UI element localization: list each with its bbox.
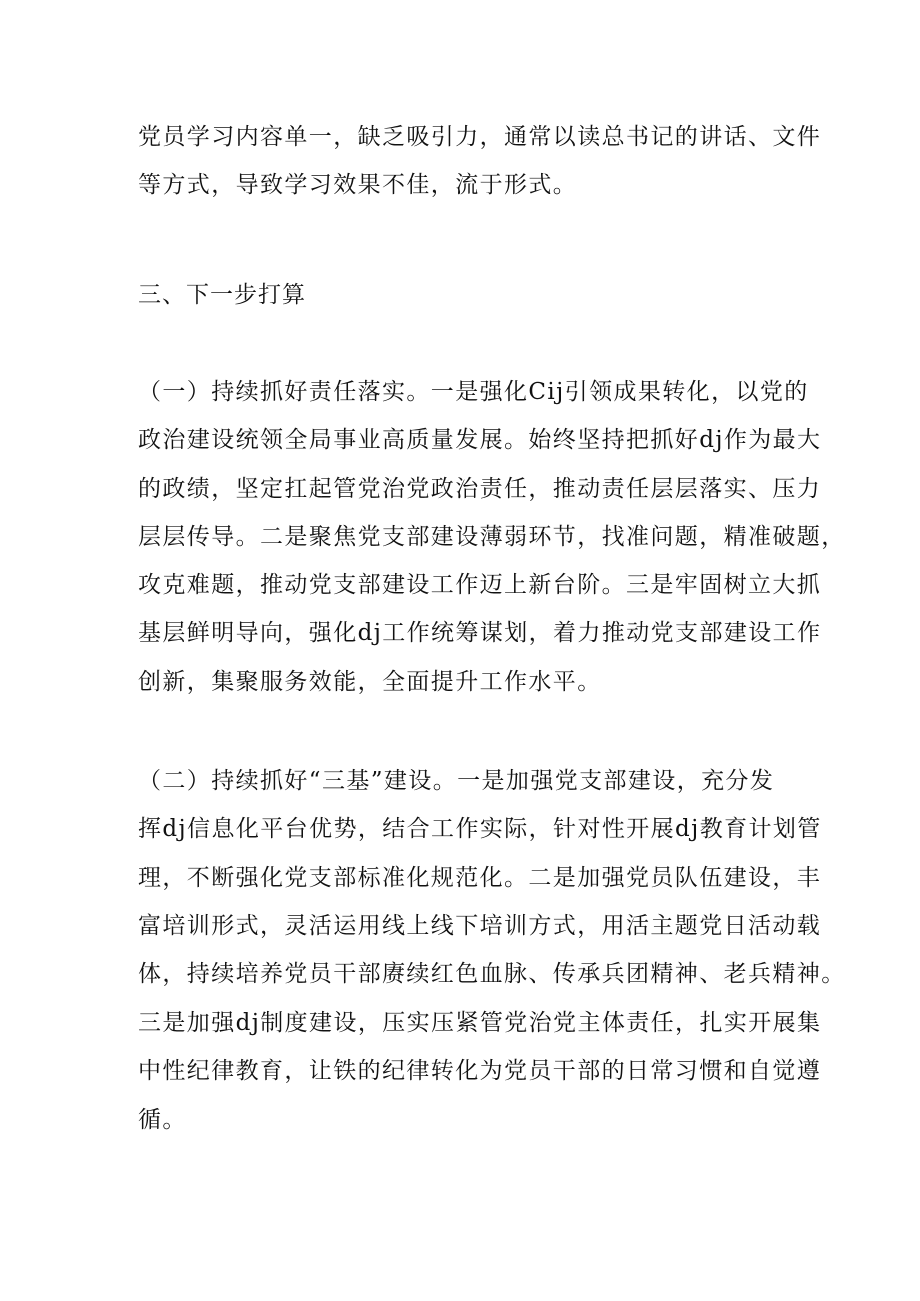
paragraph-line: 三是加强dj制度建设，压实压紧管党治党主体责任，扎实开展集 [138, 1010, 822, 1036]
paragraph-line: 富培训形式，灵活运用线上线下培训方式，用活主题党日活动载 [138, 913, 822, 939]
paragraph-line: 循。 [138, 1107, 187, 1133]
paragraph-line: 中性纪律教育，让铁的纪律转化为党员干部的日常习惯和自觉遵 [138, 1058, 822, 1084]
paragraph-line: 等方式，导致学习效果不佳，流于形式。 [138, 172, 578, 198]
paragraph-line: 的政绩，坚定扛起管党治党政治责任，推动责任层层落实、压力 [138, 476, 822, 502]
paragraph-line: 政治建设统领全局事业高质量发展。始终坚持把抓好dj作为最大 [138, 427, 822, 453]
paragraph-line: 层层传导。二是聚焦党支部建设薄弱环节，找准问题，精准破题， [138, 524, 846, 550]
paragraph-line: 创新，集聚服务效能，全面提升工作水平。 [138, 669, 602, 695]
paragraph-line: 体，持续培养党员干部赓续红色血脉、传承兵团精神、老兵精神。 [138, 961, 846, 987]
paragraph-line: （二）持续抓好“三基”建设。一是加强党支部建设，充分发 [138, 768, 775, 794]
section-heading: 三、下一步打算 [138, 282, 306, 308]
paragraph-line: 党员学习内容单一，缺乏吸引力，通常以读总书记的讲话、文件 [138, 124, 822, 150]
paragraph-line: 基层鲜明导向，强化dj工作统筹谋划，着力推动党支部建设工作 [138, 620, 822, 646]
paragraph-line: 理，不断强化党支部标准化规范化。二是加强党员队伍建设，丰 [138, 865, 822, 891]
paragraph-line: 攻克难题，推动党支部建设工作迈上新台阶。三是牢固树立大抓 [138, 572, 822, 598]
paragraph-line: 挥dj信息化平台优势，结合工作实际，针对性开展dj教育计划管 [138, 816, 822, 842]
paragraph-line: （一）持续抓好责任落实。一是强化Cij引领成果转化，以党的 [138, 379, 809, 405]
